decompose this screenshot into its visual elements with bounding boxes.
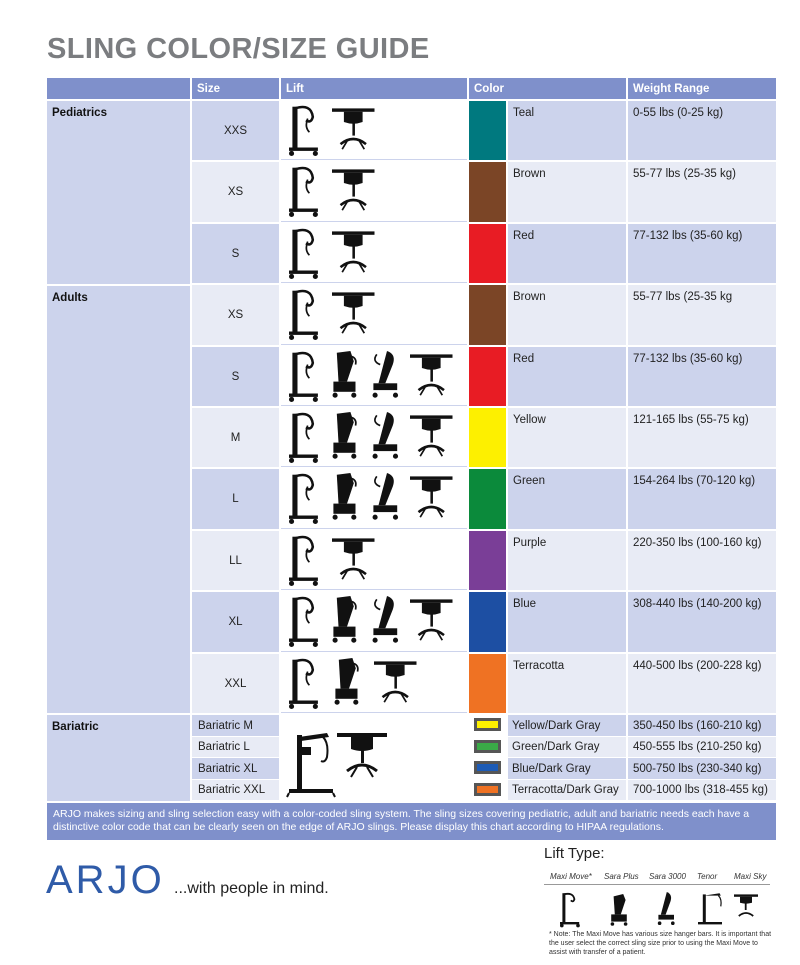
sara-plus-icon: [611, 894, 628, 926]
sara-3000-icon: [373, 412, 399, 459]
weight-range: 154-264 lbs (70-120 kg): [628, 469, 776, 529]
size-cell: S: [192, 347, 279, 406]
maxi-sky-icon: [410, 476, 453, 517]
sara-3000-icon: [373, 596, 399, 643]
color-name: Blue: [508, 592, 626, 652]
bariatric-size: Bariatric XXL: [192, 780, 279, 800]
color-name: Brown: [508, 285, 626, 345]
maxi-sky-icon: [332, 108, 375, 149]
lift-cell: [281, 285, 467, 345]
sara-plus-icon: [333, 412, 357, 459]
weight-range: 220-350 lbs (100-160 kg): [628, 531, 776, 590]
sara-plus-icon: [333, 351, 357, 398]
bariatric-color-name: Blue/Dark Gray: [508, 758, 626, 779]
lift-cell: [281, 531, 467, 590]
color-swatch: [469, 592, 506, 652]
color-name: Purple: [508, 531, 626, 590]
maxi-sky-icon: [410, 415, 453, 456]
size-cell: XXS: [192, 101, 279, 160]
maxi-move-icon: [289, 414, 318, 463]
color-swatch: [469, 531, 506, 590]
color-swatch: [469, 162, 506, 222]
color-swatch: [469, 469, 506, 529]
color-swatch: [469, 408, 506, 467]
lift-icons: [281, 285, 467, 345]
header-size: Size: [192, 78, 279, 99]
bariatric-lift-cell: [281, 715, 467, 801]
sara-3000-icon: [373, 351, 399, 398]
lift-type-name: Maxi Sky: [734, 872, 767, 881]
lift-icons: [281, 469, 467, 529]
maxi-move-icon: [289, 168, 318, 217]
lift-type-footnote: * Note: The Maxi Move has various size hanger bars. It is important that the user select the correct sling size prior to using the Maxi Move to assist with transfer of a patient.: [549, 931, 772, 956]
color-name: Brown: [508, 162, 626, 222]
sara-plus-icon: [333, 473, 357, 520]
lift-type-divider: [544, 884, 770, 885]
color-name: Red: [508, 347, 626, 406]
size-cell: XL: [192, 592, 279, 652]
bariatric-color-chip: [474, 718, 501, 731]
tenor-icon: [698, 893, 722, 924]
group-pediatrics: Pediatrics: [47, 101, 190, 284]
lift-type-name: Sara 3000: [649, 872, 686, 881]
maxi-sky-icon: [374, 661, 417, 702]
bariatric-color-name: Green/Dark Gray: [508, 737, 626, 757]
maxi-sky-icon: [332, 292, 375, 333]
bariatric-weight: 500-750 lbs (230-340 kg): [628, 758, 776, 779]
maxi-move-icon: [289, 475, 318, 524]
group-bariatric: Bariatric: [47, 715, 190, 801]
lift-type-icons: [544, 888, 770, 928]
maxi-sky-icon: [332, 169, 375, 210]
lift-icons: [281, 347, 467, 406]
lift-icons: [281, 592, 467, 652]
maxi-move-icon: [289, 598, 318, 647]
weight-range: 0-55 lbs (0-25 kg): [628, 101, 776, 160]
maxi-move-icon: [289, 230, 318, 279]
lift-cell: [281, 592, 467, 652]
maxi-move-icon: [289, 660, 318, 709]
bariatric-size: Bariatric XL: [192, 758, 279, 779]
maxi-sky-icon: [734, 894, 758, 916]
color-name: Red: [508, 224, 626, 283]
lift-type-title: Lift Type:: [544, 845, 605, 862]
lift-cell: [281, 469, 467, 529]
bariatric-color-name: Terracotta/Dark Gray: [508, 780, 626, 800]
lift-type-name: Maxi Move*: [550, 872, 592, 881]
sara-3000-icon: [658, 892, 675, 925]
lift-cell: [281, 408, 467, 467]
color-swatch: [469, 285, 506, 345]
maxi-move-icon: [560, 893, 580, 927]
color-swatch: [469, 224, 506, 283]
weight-range: 55-77 lbs (25-35 kg: [628, 285, 776, 345]
lift-icons: [281, 162, 467, 222]
lift-cell: [281, 347, 467, 406]
maxi-sky-lift-icon: [337, 733, 387, 777]
footer-note: ARJO makes sizing and sling selection easy with a color-coded sling system. The sling sizes covering pediatric, adult and bariatric needs each have a distinctive color code that can be clearly seen on the edge of ARJO slings. Please display this chart according to HIPAA regulations.: [47, 803, 776, 840]
weight-range: 440-500 lbs (200-228 kg): [628, 654, 776, 713]
bariatric-size: Bariatric L: [192, 737, 279, 757]
bariatric-lift-icons: [281, 715, 467, 801]
sara-plus-icon: [335, 658, 359, 705]
bariatric-color-name: Yellow/Dark Gray: [508, 715, 626, 736]
color-swatch: [469, 654, 506, 713]
color-swatch: [469, 101, 506, 160]
weight-range: 308-440 lbs (140-200 kg): [628, 592, 776, 652]
lift-cell: [281, 162, 467, 222]
bariatric-weight: 450-555 lbs (210-250 kg): [628, 737, 776, 757]
sara-3000-icon: [373, 473, 399, 520]
maxi-sky-icon: [332, 231, 375, 272]
bariatric-color-chip: [474, 783, 501, 796]
color-swatch: [469, 347, 506, 406]
size-cell: L: [192, 469, 279, 529]
lift-cell: [281, 101, 467, 160]
maxi-move-icon: [289, 537, 318, 586]
maxi-move-icon: [289, 353, 318, 402]
bariatric-color-chip: [474, 740, 501, 753]
header-color: Color: [469, 78, 626, 99]
lift-icons: [281, 408, 467, 467]
color-name: Green: [508, 469, 626, 529]
arjo-logo: ARJO: [46, 858, 165, 902]
lift-type-name: Sara Plus: [604, 872, 639, 881]
tagline: ...with people in mind.: [174, 880, 329, 897]
header-blank: [47, 78, 190, 99]
weight-range: 77-132 lbs (35-60 kg): [628, 347, 776, 406]
color-name: Terracotta: [508, 654, 626, 713]
size-cell: XS: [192, 162, 279, 222]
size-cell: M: [192, 408, 279, 467]
weight-range: 77-132 lbs (35-60 kg): [628, 224, 776, 283]
maxi-sky-icon: [410, 599, 453, 640]
tenor-lift-icon: [287, 733, 335, 797]
group-adults: Adults: [47, 286, 190, 713]
bariatric-size: Bariatric M: [192, 715, 279, 736]
size-cell: LL: [192, 531, 279, 590]
lift-cell: [281, 224, 467, 283]
weight-range: 121-165 lbs (55-75 kg): [628, 408, 776, 467]
page-title: SLING COLOR/SIZE GUIDE: [47, 33, 430, 65]
header-weight: Weight Range: [628, 78, 776, 99]
lift-cell: [281, 654, 467, 713]
size-cell: XS: [192, 285, 279, 345]
color-name: Yellow: [508, 408, 626, 467]
weight-range: 55-77 lbs (25-35 kg): [628, 162, 776, 222]
lift-icons: [281, 531, 467, 590]
lift-type-name: Tenor: [697, 872, 718, 881]
lift-icons: [281, 654, 467, 713]
bariatric-weight: 350-450 lbs (160-210 kg): [628, 715, 776, 736]
maxi-sky-icon: [410, 354, 453, 395]
lift-icons: [281, 224, 467, 283]
bariatric-weight: 700-1000 lbs (318-455 kg): [628, 780, 776, 800]
size-cell: S: [192, 224, 279, 283]
bariatric-color-chip: [474, 761, 501, 774]
maxi-move-icon: [289, 291, 318, 340]
maxi-sky-icon: [332, 538, 375, 579]
size-cell: XXL: [192, 654, 279, 713]
sara-plus-icon: [333, 596, 357, 643]
color-name: Teal: [508, 101, 626, 160]
header-lift: Lift: [281, 78, 467, 99]
maxi-move-icon: [289, 107, 318, 156]
lift-icons: [281, 101, 467, 160]
